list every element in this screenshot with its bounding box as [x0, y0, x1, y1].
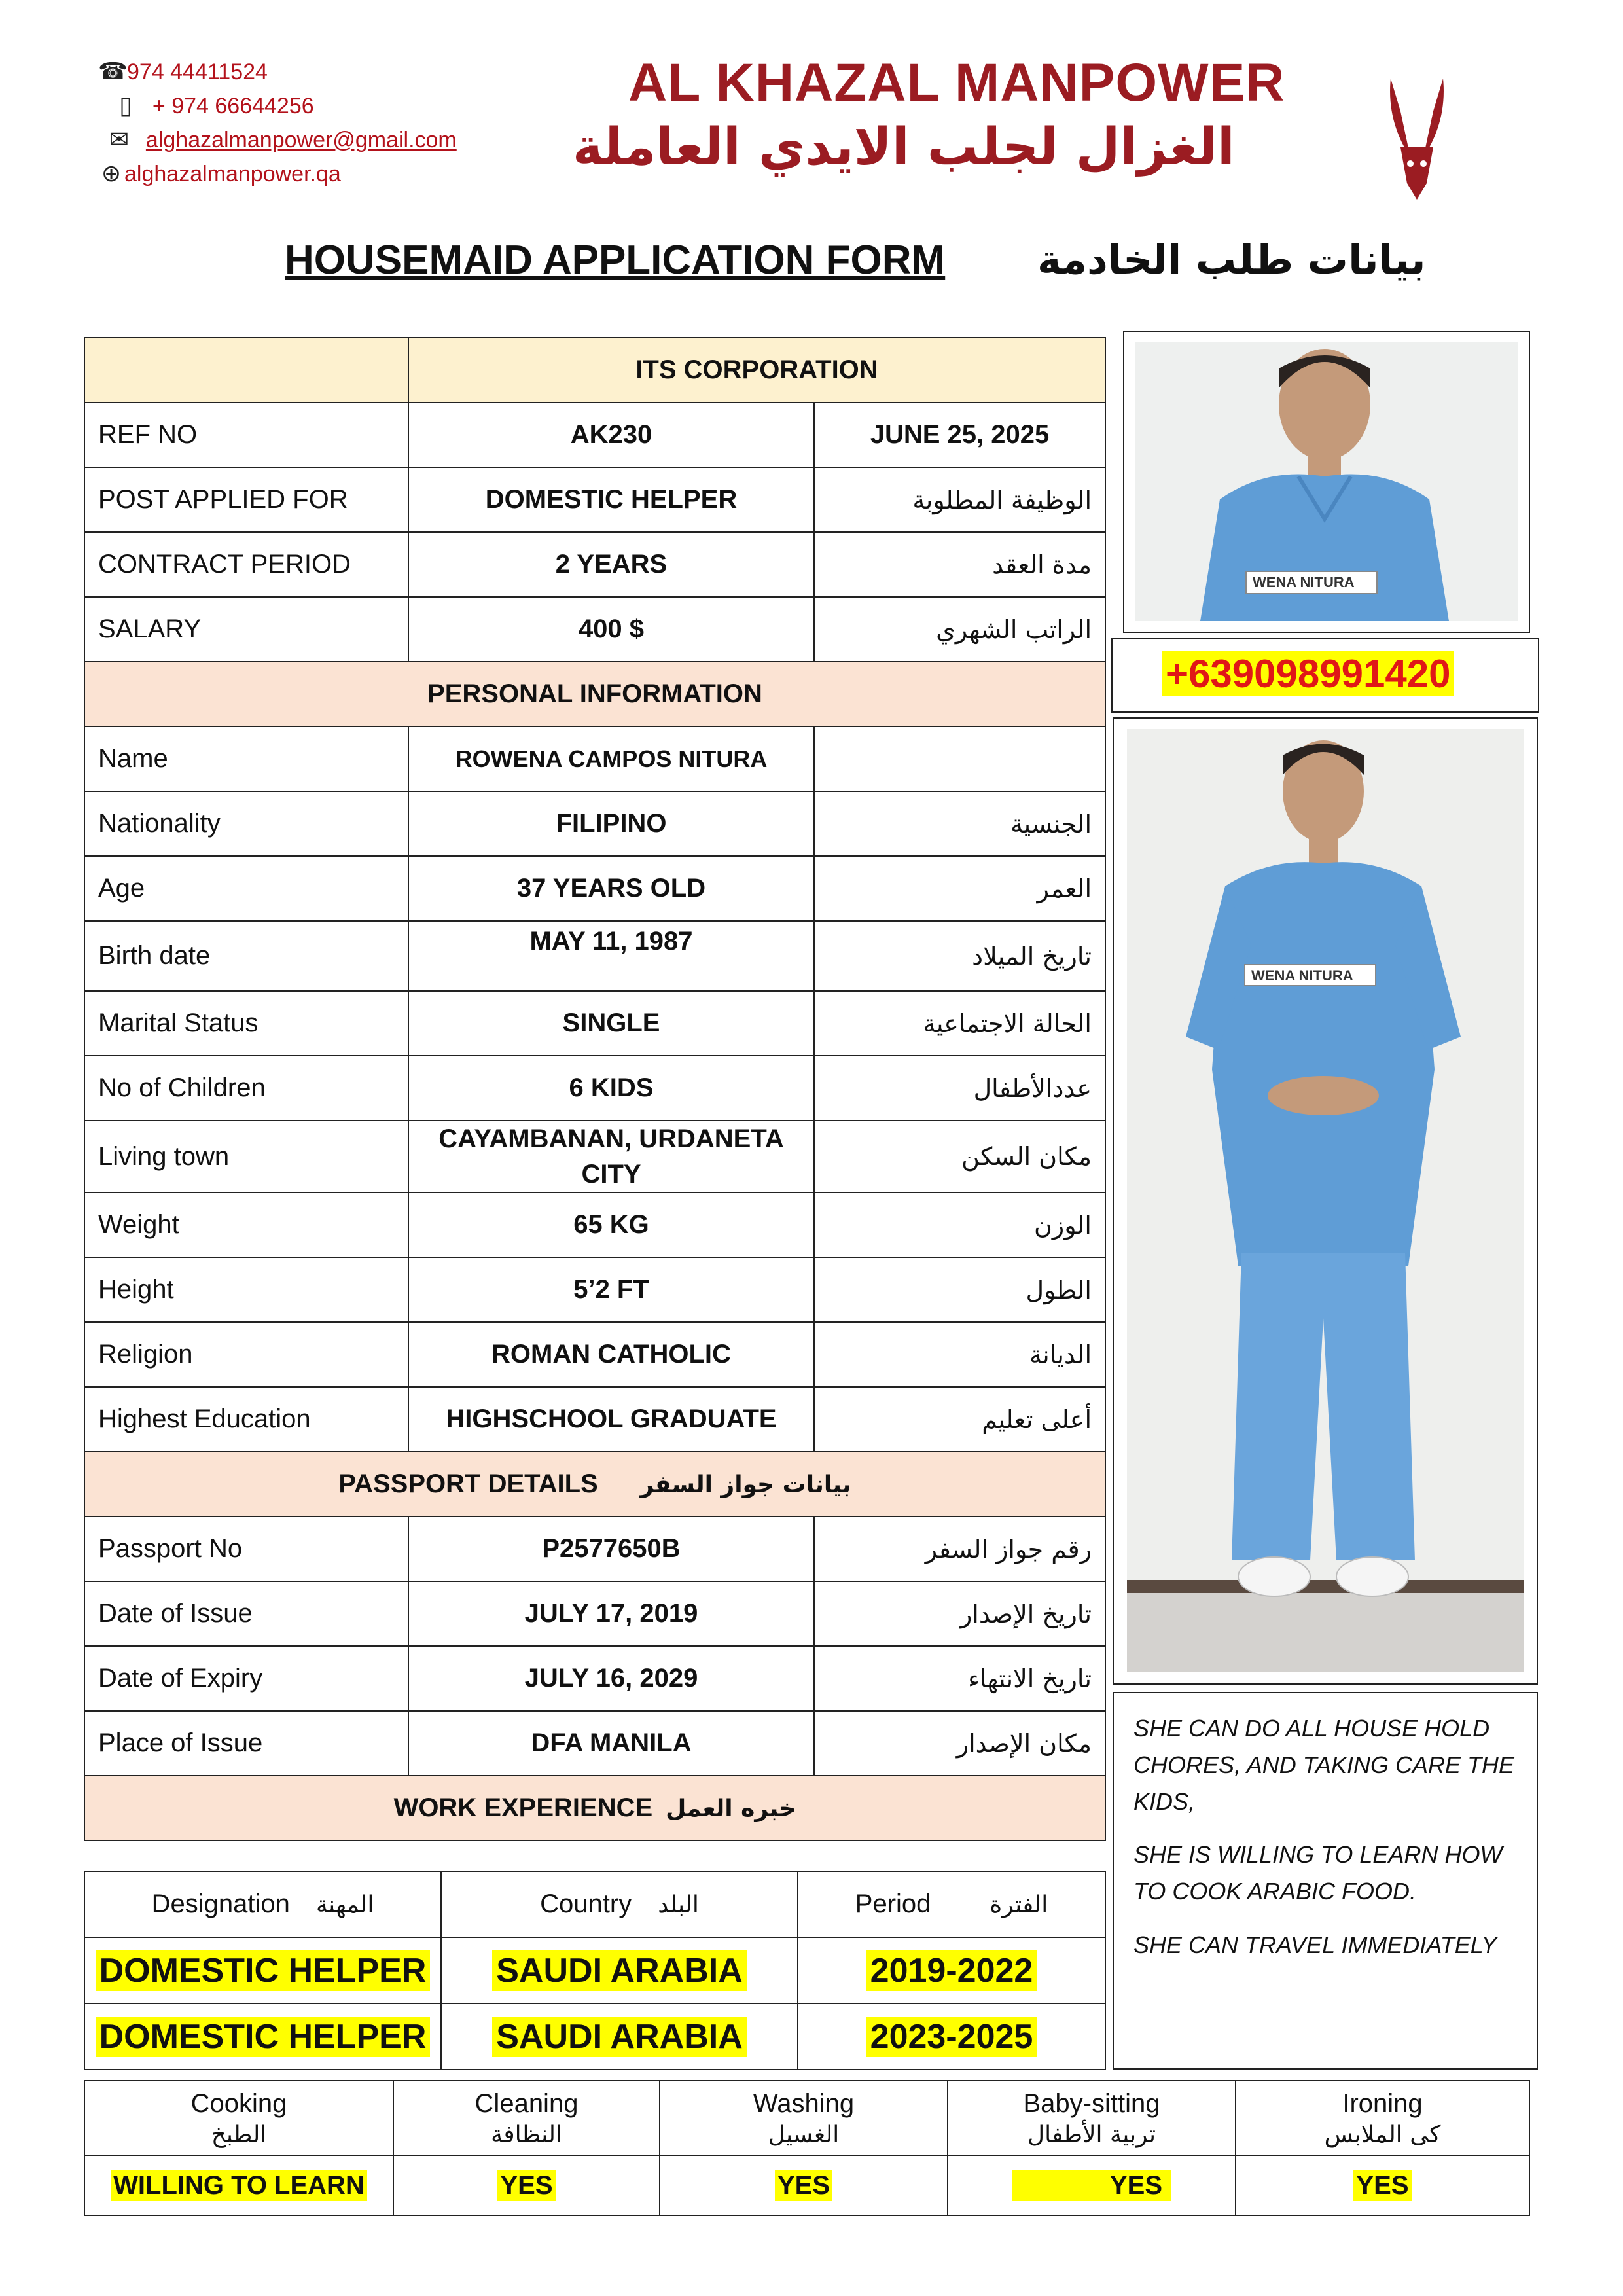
full-body-photo — [1127, 729, 1524, 1672]
company-name-en: AL KHAZAL MANPOWER — [628, 53, 1285, 113]
form-row: Living town CAYAMBANAN, URDANETA CITY مكان السكن — [84, 1121, 1105, 1193]
experience-row: DOMESTIC HELPER SAUDI ARABIA 2019-2022 — [84, 1937, 1105, 2003]
form-title-en: HOUSEMAID APPLICATION FORM — [285, 238, 946, 283]
company-name-ar: الغزال لجلب الايدي العاملة — [573, 118, 1235, 177]
telephone-icon: ☎ — [98, 58, 128, 84]
applicant-notes — [1113, 1692, 1538, 2070]
contact-website[interactable]: ⊕ alghazalmanpower.qa — [98, 160, 341, 187]
form-row: Height 5’2 FT الطول — [84, 1257, 1105, 1322]
form-row: Religion ROMAN CATHOLIC الديانة — [84, 1322, 1105, 1387]
agency-name: ITS CORPORATION — [408, 338, 1105, 403]
form-row: No of Children 6 KIDS عددالأطفال — [84, 1056, 1105, 1121]
form-row: Highest Education HIGHSCHOOL GRADUATE أعلى تعليم — [84, 1387, 1105, 1452]
form-row: Nationality FILIPINO الجنسية — [84, 791, 1105, 856]
headshot-photo — [1135, 342, 1518, 621]
note-item: SHE CAN TRAVEL IMMEDIATELY — [1133, 1931, 1497, 1958]
body-name-tag: WENA NITURA — [1251, 967, 1353, 984]
contact-email[interactable]: ✉ alghazalmanpower@gmail.com — [105, 126, 457, 153]
contact-phone2: ▯ + 974 66644256 — [111, 92, 314, 119]
gazelle-logo-icon — [1381, 72, 1453, 203]
envelope-icon: ✉ — [109, 126, 130, 152]
form-row: Passport No P2577650B رقم جواز السفر — [84, 1516, 1105, 1581]
form-row: Date of Issue JULY 17, 2019 تاريخ الإصدار — [84, 1581, 1105, 1646]
form-row: Weight 65 KG الوزن — [84, 1193, 1105, 1257]
note-item: SHE IS WILLING TO LEARN HOW TO COOK ARABIC FOOD. — [1133, 1841, 1503, 1905]
form-row: Date of Expiry JULY 16, 2029 تاريخ الانتهاء — [84, 1646, 1105, 1711]
globe-icon: ⊕ — [101, 160, 122, 187]
form-row: Place of Issue DFA MANILA مكان الإصدار — [84, 1711, 1105, 1776]
ref-label: REF NO — [84, 403, 408, 467]
application-form-table — [84, 337, 1106, 1841]
skills-table — [84, 2080, 1530, 2216]
experience-row: DOMESTIC HELPER SAUDI ARABIA 2023-2025 — [84, 2003, 1105, 2070]
form-row: Age 37 YEARS OLD العمر — [84, 856, 1105, 921]
ref-row — [84, 403, 1105, 467]
form-row: SALARY 400 $ الراتب الشهري — [84, 597, 1105, 662]
ref-value: AK230 — [408, 403, 814, 467]
personal-info-header: PERSONAL INFORMATION — [84, 662, 1105, 726]
form-row: Marital Status SINGLE الحالة الاجتماعية — [84, 991, 1105, 1056]
work-experience-header: WORK EXPERIENCE خبره العمل — [84, 1776, 1105, 1840]
experience-header-row: Designation المهنة Country البلد Period الفترة — [84, 1871, 1105, 1937]
agency-row — [84, 338, 1105, 403]
form-title-ar: بيانات طلب الخادمة — [1037, 236, 1426, 283]
ref-date: JUNE 25, 2025 — [814, 403, 1105, 467]
applicant-name: ROWENA CAMPOS NITURA — [408, 726, 814, 791]
name-row: Name ROWENA CAMPOS NITURA — [84, 726, 1105, 791]
contact-phone-box — [1111, 638, 1539, 713]
headshot-photo-frame — [1123, 331, 1530, 633]
contact-phone1: ☎974 44411524 — [98, 58, 268, 84]
experience-table — [84, 1871, 1106, 2070]
skills-answer-row: WILLING TO LEARN YES YES YES YES — [84, 2155, 1529, 2215]
passport-header: PASSPORT DETAILS بيانات جواز السفر — [84, 1452, 1105, 1516]
applicant-phone[interactable]: +639098991420 — [1162, 651, 1454, 696]
form-row: Birth date MAY 11, 1987 تاريخ الميلاد — [84, 921, 1105, 991]
note-item: SHE CAN DO ALL HOUSE HOLD CHORES, AND TAKING CARE THE KIDS, — [1133, 1715, 1515, 1815]
form-row: CONTRACT PERIOD 2 YEARS مدة العقد — [84, 532, 1105, 597]
full-body-photo-frame — [1113, 717, 1538, 1685]
mobile-phone-icon: ▯ — [119, 92, 132, 118]
skills-header-row: Cooking الطبخ Cleaning النظافة Washing الغسيل Baby-sitting تربية الأطفال Ironing کی الملابس — [84, 2081, 1529, 2155]
form-row: POST APPLIED FOR DOMESTIC HELPER الوظيفة المطلوبة — [84, 467, 1105, 532]
headshot-name-tag: WENA NITURA — [1253, 574, 1355, 590]
